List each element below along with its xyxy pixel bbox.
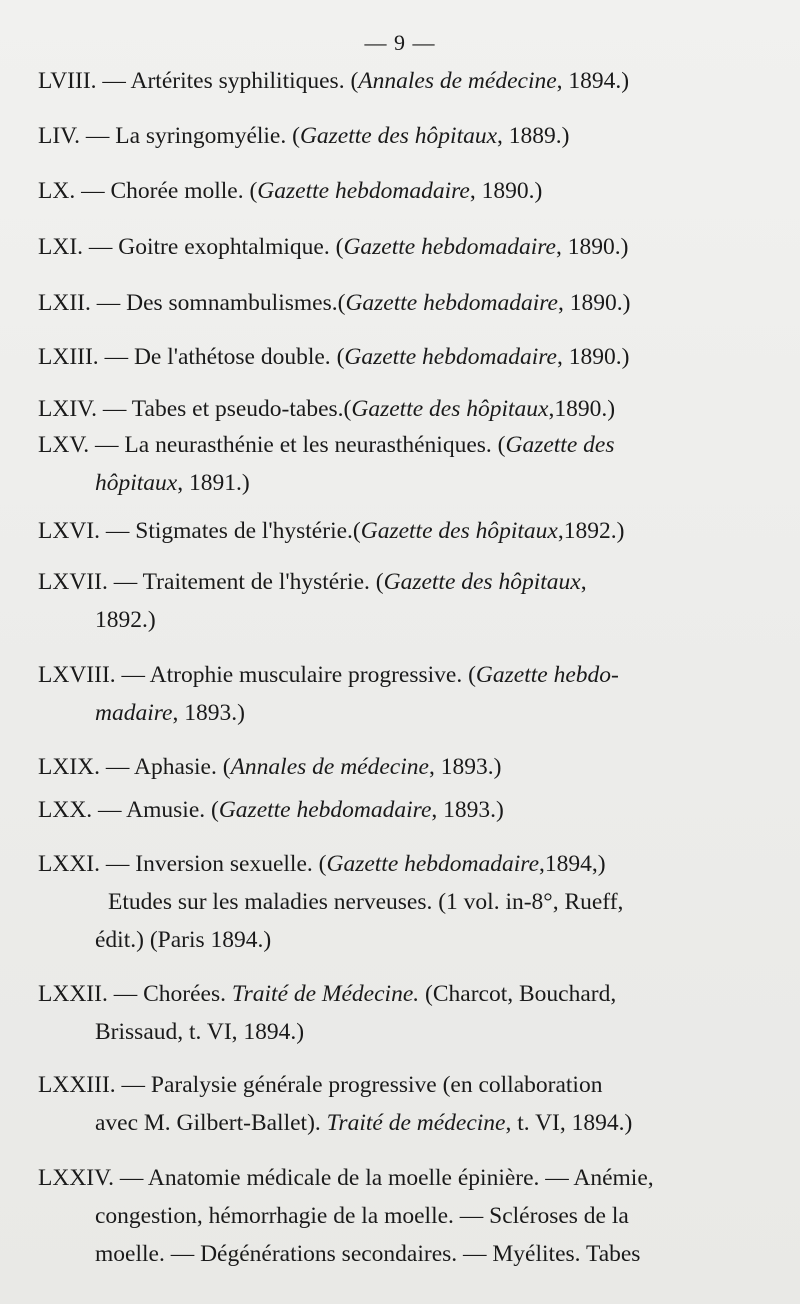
journal-name: Gazette des (505, 432, 615, 458)
entry-separator: — (115, 1072, 151, 1098)
entry-separator: — (100, 754, 134, 780)
entry-date: 1892.) (95, 607, 156, 633)
bibliography-entry-lxix: LXIX. — Aphasie. (Annales de médecine, 1893.) (38, 754, 502, 780)
entry-separator: — (75, 178, 111, 204)
entry-title: Des somnambulismes. (126, 290, 338, 316)
entry-number: LXI. (38, 234, 84, 260)
entry-title: Goitre exophtalmique. (118, 234, 336, 260)
entry-date: ,1890.) (548, 396, 616, 422)
bibliography-entry-lxiii: LXIII. — De l'athétose double. (Gazette hebdomadaire, 1890.) (38, 344, 630, 370)
entry-number: LXIX. (38, 754, 100, 780)
journal-name: Gazette des hôpitaux (383, 569, 581, 595)
entry-title: Chorée molle. (110, 178, 250, 204)
entry-title: Aphasie. (133, 754, 223, 780)
journal-name: Gazette hebdomadaire (218, 797, 432, 823)
bibliography-entry-liv: LIV. — La syringomyélie. (Gazette des hôpitaux, 1889.) (38, 123, 570, 149)
entry-separator: — (80, 123, 116, 149)
entry-separator: — (96, 68, 131, 94)
entry-separator: — (115, 662, 150, 688)
entry-separator: — (96, 396, 132, 422)
entry-number: LXXIV. (38, 1165, 114, 1191)
journal-name: Gazette des hôpitaux (299, 123, 498, 149)
bibliography-entry-lxviii: LXVIII. — Atrophie musculaire progressive. (Gazette hebdo- madaire, 1893.) (38, 662, 619, 726)
entry-authors: (Charcot, Bouchard, (419, 981, 617, 1007)
entry-date: , 1890.) (469, 178, 543, 204)
journal-name: Annales de médecine (358, 68, 557, 94)
entry-title: De l'athétose double. (133, 344, 337, 370)
entry-continuation: congestion, hémorrhagie de la moelle. — Scléroses de la (95, 1203, 629, 1229)
journal-name-continued: madaire (95, 700, 173, 726)
entry-number: LXV. (38, 432, 90, 458)
entry-continuation: Brissaud, t. VI, 1894.) (95, 1019, 305, 1045)
bibliography-entry-lxxii (38, 975, 766, 1051)
entry-title: Tabes et pseudo-tabes. (131, 396, 344, 422)
journal-name: Gazette hebdomadaire (343, 234, 556, 260)
entry-number: LIV. (38, 123, 80, 149)
entry-title: Anatomie médicale de la moelle épinière. — Anémie, (147, 1165, 654, 1191)
entry-number: LXIV. (38, 396, 97, 422)
bibliography-entry-lxx: LXX. — Amusie. (Gazette hebdomadaire, 1893.) (38, 797, 504, 823)
entry-title: Stigmates de l'hystérie. (135, 518, 353, 544)
journal-name: Gazette hebdomadaire (257, 178, 470, 204)
entry-continuation: édit.) (Paris 1894.) (95, 927, 272, 953)
entry-separator: — (107, 981, 144, 1007)
entry-date: , 1893.) (428, 754, 502, 780)
entry-continuation: Etudes sur les maladies nerveuses. (1 vol. in-8°, Rueff, (108, 889, 624, 915)
entry-date: ,1892.) (557, 518, 625, 544)
entry-number: LXX. (38, 797, 93, 823)
journal-name: Gazette des hôpitaux (360, 518, 558, 544)
bibliography-entry-lviii: LVIII. — Artérites syphilitiques. (Annales de médecine, 1894.) (38, 68, 630, 94)
entry-continuation: moelle. — Dégénérations secondaires. — Myélites. Tabes (95, 1241, 641, 1267)
entry-date: , t. VI, 1894.) (505, 1110, 633, 1136)
entry-title: Atrophie musculaire progressive. (149, 662, 469, 688)
journal-name: Gazette hebdo- (475, 662, 619, 688)
entry-number: LX. (38, 178, 76, 204)
bibliography-entry-lx: LX. — Chorée molle. (Gazette hebdomadaire, 1890.) (38, 178, 543, 204)
entry-separator: — (90, 290, 127, 316)
bibliography-entry-lxvii: LXVII. — Traitement de l'hystérie. (Gazette des hôpitaux, 1892.) (38, 569, 587, 633)
journal-name-continued: hôpitaux (95, 470, 178, 496)
entry-title: Inversion sexuelle. (135, 851, 319, 877)
bibliography-entry-lxvi: LXVI. — Stigmates de l'hystérie.(Gazette des hôpitaux,1892.) (38, 518, 625, 544)
page-number: — 9 — (364, 30, 436, 55)
bibliography-entry-lxiv: LXIV. — Tabes et pseudo-tabes.(Gazette des hôpitaux,1890.) (38, 396, 616, 422)
journal-name: Traité de Médecine. (231, 981, 420, 1007)
entry-date: , 1891.) (177, 470, 250, 496)
entry-date: , 1890.) (557, 290, 631, 316)
entry-number: LXVII. (38, 569, 108, 595)
entry-separator: — (100, 518, 136, 544)
entry-title: La neurasthénie et les neurasthéniques. (124, 432, 498, 458)
journal-name: Gazette hebdomadaire (344, 344, 557, 370)
entry-number: LXVIII. (38, 662, 116, 688)
entry-title: Chorées. (143, 981, 232, 1007)
entry-number: LXXII. (38, 981, 108, 1007)
entry-separator: — (107, 569, 143, 595)
journal-name: Gazette des hôpitaux (351, 396, 549, 422)
entry-date: ,1894,) (539, 851, 606, 877)
entry-number: LXIII. (38, 344, 99, 370)
bibliography-entry-lxv: LXV. — La neurasthénie et les neurasthéniques. (Gazette des hôpitaux, 1891.) (38, 432, 615, 496)
bibliography-entry-lxxi: LXXI. — Inversion sexuelle. (Gazette hebdomadaire,1894,) Etudes sur les maladies nerveuses. (1 vol. in-8°, Rueff, édit.) (Paris 1894.) (38, 851, 624, 953)
entry-number: LXXIII. (38, 1072, 116, 1098)
journal-name: Traité de médecine (326, 1110, 506, 1136)
bibliography-entry-lxi: LXI. — Goitre exophtalmique. (Gazette hebdomadaire, 1890.) (38, 234, 629, 260)
entry-date: , 1890.) (555, 234, 629, 260)
entry-date: , 1893.) (172, 700, 245, 726)
entry-date: , 1890.) (556, 344, 630, 370)
entry-date: , 1893.) (431, 797, 504, 823)
entry-number: LXII. (38, 290, 91, 316)
entry-separator: — (113, 1165, 148, 1191)
entry-separator: — (98, 344, 134, 370)
entry-number: LVIII. (38, 68, 97, 94)
entry-date: , 1889.) (497, 123, 570, 149)
entry-separator: — (100, 851, 136, 877)
bibliography-entry-lxii: LXII. — Des somnambulismes.(Gazette hebdomadaire, 1890.) (38, 290, 631, 316)
entry-number: LXXI. (38, 851, 100, 877)
journal-name: Annales de médecine (230, 754, 429, 780)
entry-date: , 1894.) (556, 68, 630, 94)
entry-separator: — (89, 432, 125, 458)
entry-title: Paralysie générale progressive (en collaboration (150, 1072, 603, 1098)
bibliography-entry-lxxiv (38, 1159, 766, 1273)
entry-number: LXVI. (38, 518, 100, 544)
entry-continuation: avec M. Gilbert-Ballet). (95, 1110, 327, 1136)
bibliography-entry-lxxiii (38, 1066, 766, 1142)
entry-separator: — (83, 234, 119, 260)
entry-title: Traitement de l'hystérie. (142, 569, 376, 595)
entry-title: Amusie. (126, 797, 211, 823)
entry-separator: — (92, 797, 127, 823)
journal-name: Gazette hebdomadaire (345, 290, 558, 316)
entry-title: Artérites syphilitiques. (130, 68, 351, 94)
entry-title: La syringomyélie. (115, 123, 293, 149)
journal-name: Gazette hebdomadaire (326, 851, 540, 877)
